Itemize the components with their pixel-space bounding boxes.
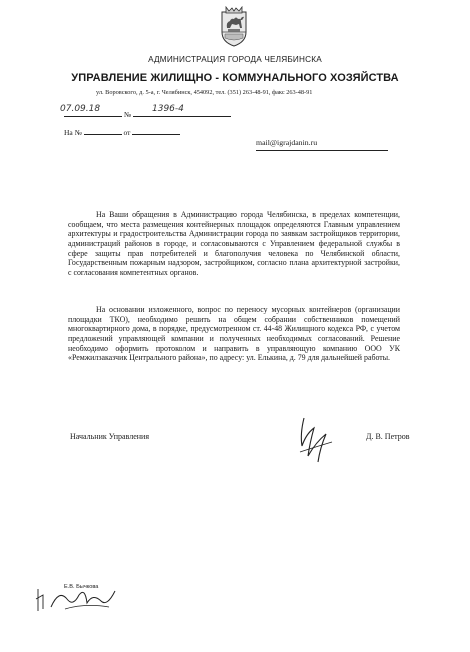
- handwritten-date: 07.09.18: [60, 104, 101, 114]
- coat-of-arms-icon: [216, 6, 252, 48]
- executor-signature-icon: [35, 585, 123, 615]
- signature-icon: [290, 412, 340, 472]
- handwritten-number: 1396-4: [152, 104, 184, 114]
- reply-ref-line: [64, 128, 180, 137]
- department-address: ул. Воровского, д. 5-а, г. Челябинск, 454092, тел. (351) 263-48-91, факс 263-48-91: [96, 89, 313, 96]
- reply-number-label: На №: [64, 128, 82, 137]
- signatory-name: Д. В. Петров: [366, 432, 410, 441]
- recipient-rule: [256, 150, 388, 151]
- signatory-role: Начальник Управления: [70, 432, 149, 441]
- body-paragraph-1: На Ваши обращения в Администрацию города Челябинска, в пределах компетенции, сообщаем, что места размещения контейнерных площадок определяются Главным управлением архитектуры и градостроительства Администрации города по заявкам застройщиков территории, администраций районов в городе, и согласовываются с Управлением федеральной службы в сфере защиты прав потребителей и благополучия человека по Челябинской области, Государственным пожарным надзором, застройщиком, согласно плана архитектурной застройки, с согласования компетентных органов.: [68, 210, 400, 277]
- department-name: УПРАВЛЕНИЕ ЖИЛИЩНО - КОММУНАЛЬНОГО ХОЗЯЙСТВА: [71, 72, 399, 84]
- recipient-email: mail@igrajdanin.ru: [256, 138, 318, 147]
- executor-name: Е.В. Бычкова: [64, 584, 99, 590]
- outgoing-ref-line: [60, 104, 231, 119]
- number-label: №: [123, 110, 132, 119]
- body-paragraph-2: На основании изложенного, вопрос по переносу мусорных контейнеров (организации площадки ТКО), необходимо решить на общем собрании собственников помещений многоквартирного дома, в порядке, предусмотренном ст. 44-48 Жилищного кодекса РФ, с учетом предложений управляющей компании и полученных необходимых согласований. Решение необходимо оформить протоколом и направить в управляющую компанию ООО УК «Ремжилзаказчик Центрального района», по адресу: ул. Елькина, д. 79 для дальнейшей работы.: [68, 305, 400, 363]
- administration-name: АДМИНИСТРАЦИЯ ГОРОДА ЧЕЛЯБИНСКА: [148, 55, 322, 64]
- reply-from-label: от: [123, 128, 131, 137]
